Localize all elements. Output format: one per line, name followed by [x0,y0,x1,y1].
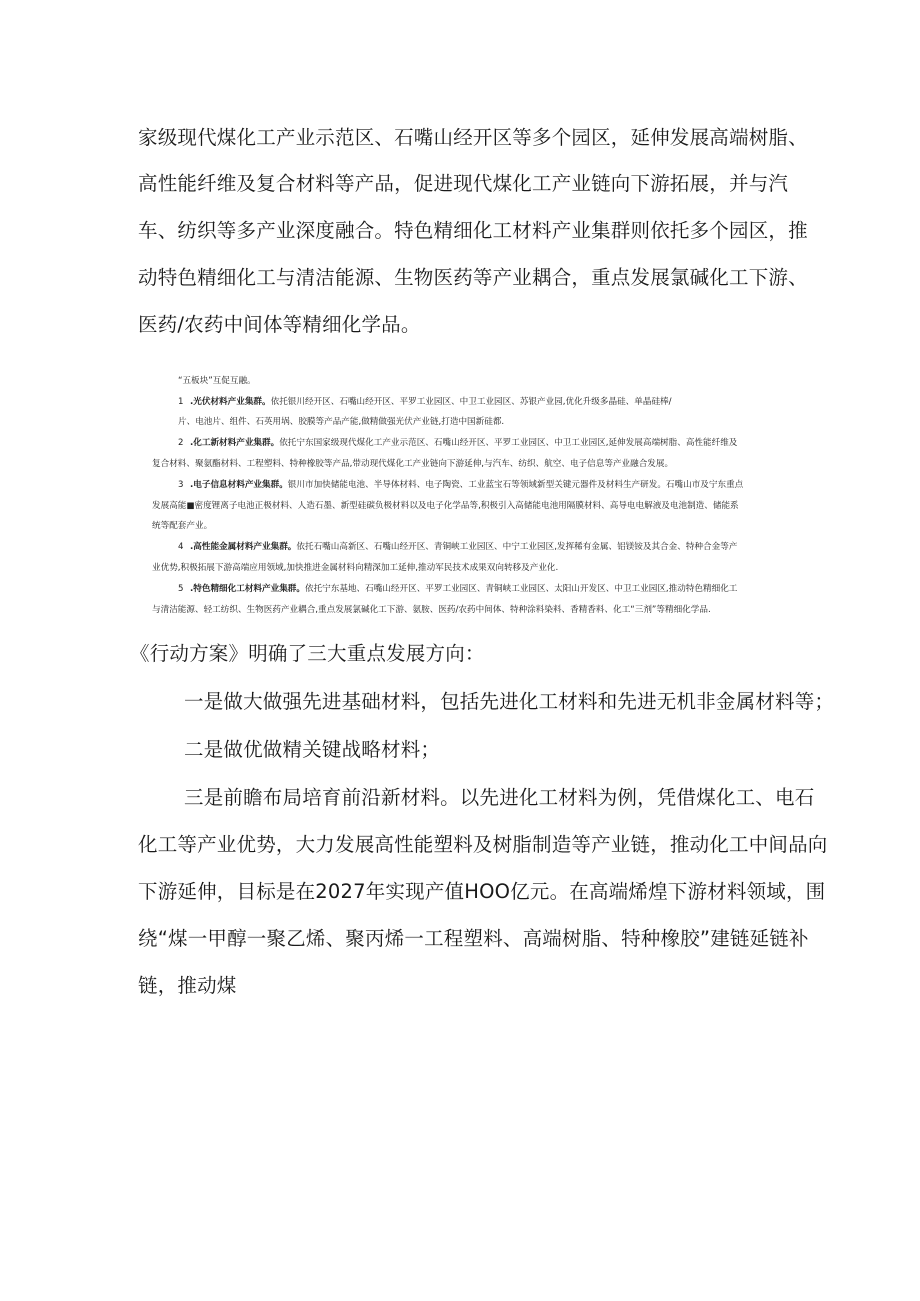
para1-line-3: 车、纺织等多产业深度融合。特色精细化工材料产业集群则依托多个园区，推 [138,219,808,242]
inset-item-4-title: .高性能金属材料产业集群。 [190,542,297,552]
inset-item-5-title: .特色精细化工材料产业集群。 [190,584,305,594]
action-plan-intro: 《行动方案》明确了三大重点发展方向： [130,642,485,665]
inset-item-2-title: .化工新材料产业集群。 [190,438,280,448]
inset-item-1-text-2: 片、电池片、组件、石英用埚、胶膜等产品产能,做精做强光伏产业链,打造中国新硅都. [178,417,505,427]
inset-heading: “五板块”互促互融。 [178,376,256,386]
inset-item-4-line-1 [178,541,737,553]
para1-line-2: 高性能纤维及复合材料等产品，促进现代煤化工产业链向下游拓展，并与汽 [138,172,789,195]
inset-item-1-line-1 [178,396,672,408]
direction-3-line-4: 绕“煤一甲醇一聚乙烯、聚丙烯一工程塑料、高端树脂、特种橡胶”建链延链补 [138,927,809,950]
inset-item-2-line-1 [178,437,737,449]
inset-item-3-text-3: 统等配套产业。 [152,521,213,531]
direction-3-line-3: 下游延伸，目标是在2027年实现产值HOO亿元。在高端烯煌下游材料领域，围 [138,880,826,903]
inset-item-2-number: 2 [178,438,184,448]
direction-3-line-1: 三是前瞻布局培育前沿新材料。以先进化工材料为例，凭借煤化工、电石 [184,786,815,809]
inset-item-1-text-1: 依托银川经开区、石嘴山经开区、平罗工业园区、中卫工业园区、苏银产业园,优化升级多晶硅、单晶硅棒/ [270,397,672,407]
para1-line-4: 动特色精细化工与清洁能源、生物医药等产业耦合，重点发展氯碱化工下游、 [138,266,808,289]
inset-item-4-text-2: 业优势,积极拓展下游高端应用领域,加快推进金属材料向精深加工延伸,推动军民技术成果双向转移及产业化. [152,563,559,573]
inset-item-5-line-1 [178,583,737,595]
inset-item-2-text-2: 复合材料、聚氨酯材料、工程塑料、特种橡胶等产品,带动现代煤化工产业链向下游延伸,与汽车、纺织、航空、电子信息等产业融合发展。 [152,459,674,469]
inset-item-3-number: 3 [178,480,184,490]
direction-3-line-5: 链，推动煤 [138,974,237,997]
inset-item-3-text-2: 发展高能■密度锂离子电池正极材料、人造石墨、新型硅碳负极材料以及电子化学品等,积极引入高储能电池用隔膜材料、高导电电解液及电池制造、储能系 [152,501,739,511]
direction-3-line-2: 化工等产业优势，大力发展高性能塑料及树脂制造等产业链，推动化工中间品向 [138,833,828,856]
inset-item-3-text-1: 银川市加快储能电池、半导体材料、电子陶瓷、工业蓝宝石等领域新型关键元器件及材料生产研发。石嘴山市及宁东重点 [287,480,744,490]
inset-item-2-text-1: 依托宁东国家级现代煤化工产业示范区、石嘴山经开区、平罗工业园区、中卫工业园区,延伸发展高端树脂、高性能纤维及 [279,438,738,448]
inset-item-3-title: .电子信息材料产业集群。 [190,480,288,490]
inset-item-1-title: .光伏材料产业集群。 [190,397,271,407]
inset-item-3-line-1 [178,479,743,491]
inset-item-5-text-2: 与清洁能源、轻工纺织、生物医药产业耦合,重点发展氯碱化工下游、氨胺、医药/农药中间体、特种涂料染料、香精香料、化工“三剂”等精细化学品. [152,605,711,615]
inset-item-5-number: 5 [178,584,184,594]
inset-item-4-number: 4 [178,542,184,552]
para1-line-5: 医药/农药中间体等精细化学品。 [138,313,421,336]
inset-item-4-text-1: 依托石嘴山高新区、石嘴山经开区、青铜峡工业园区、中宁工业园区,发挥稀有金属、铝镁铵及其合金、特种合金等产 [296,542,738,552]
direction-2: 二是做优做精关键战略材料； [184,738,441,761]
inset-item-5-text-1: 依托宁东基地、石嘴山经开区、平罗工业园区、青铜峡工业园区、太阳山开发区、中卫工业园区,推动特色精细化工 [304,584,738,594]
direction-1: 一是做大做强先进基础材料，包括先进化工材料和先进无机非金属材料等； [184,690,835,713]
para1-line-1: 家级现代煤化工产业示范区、石嘴山经开区等多个园区，延伸发展高端树脂、 [138,126,808,149]
inset-item-1-number: 1 [178,397,184,407]
